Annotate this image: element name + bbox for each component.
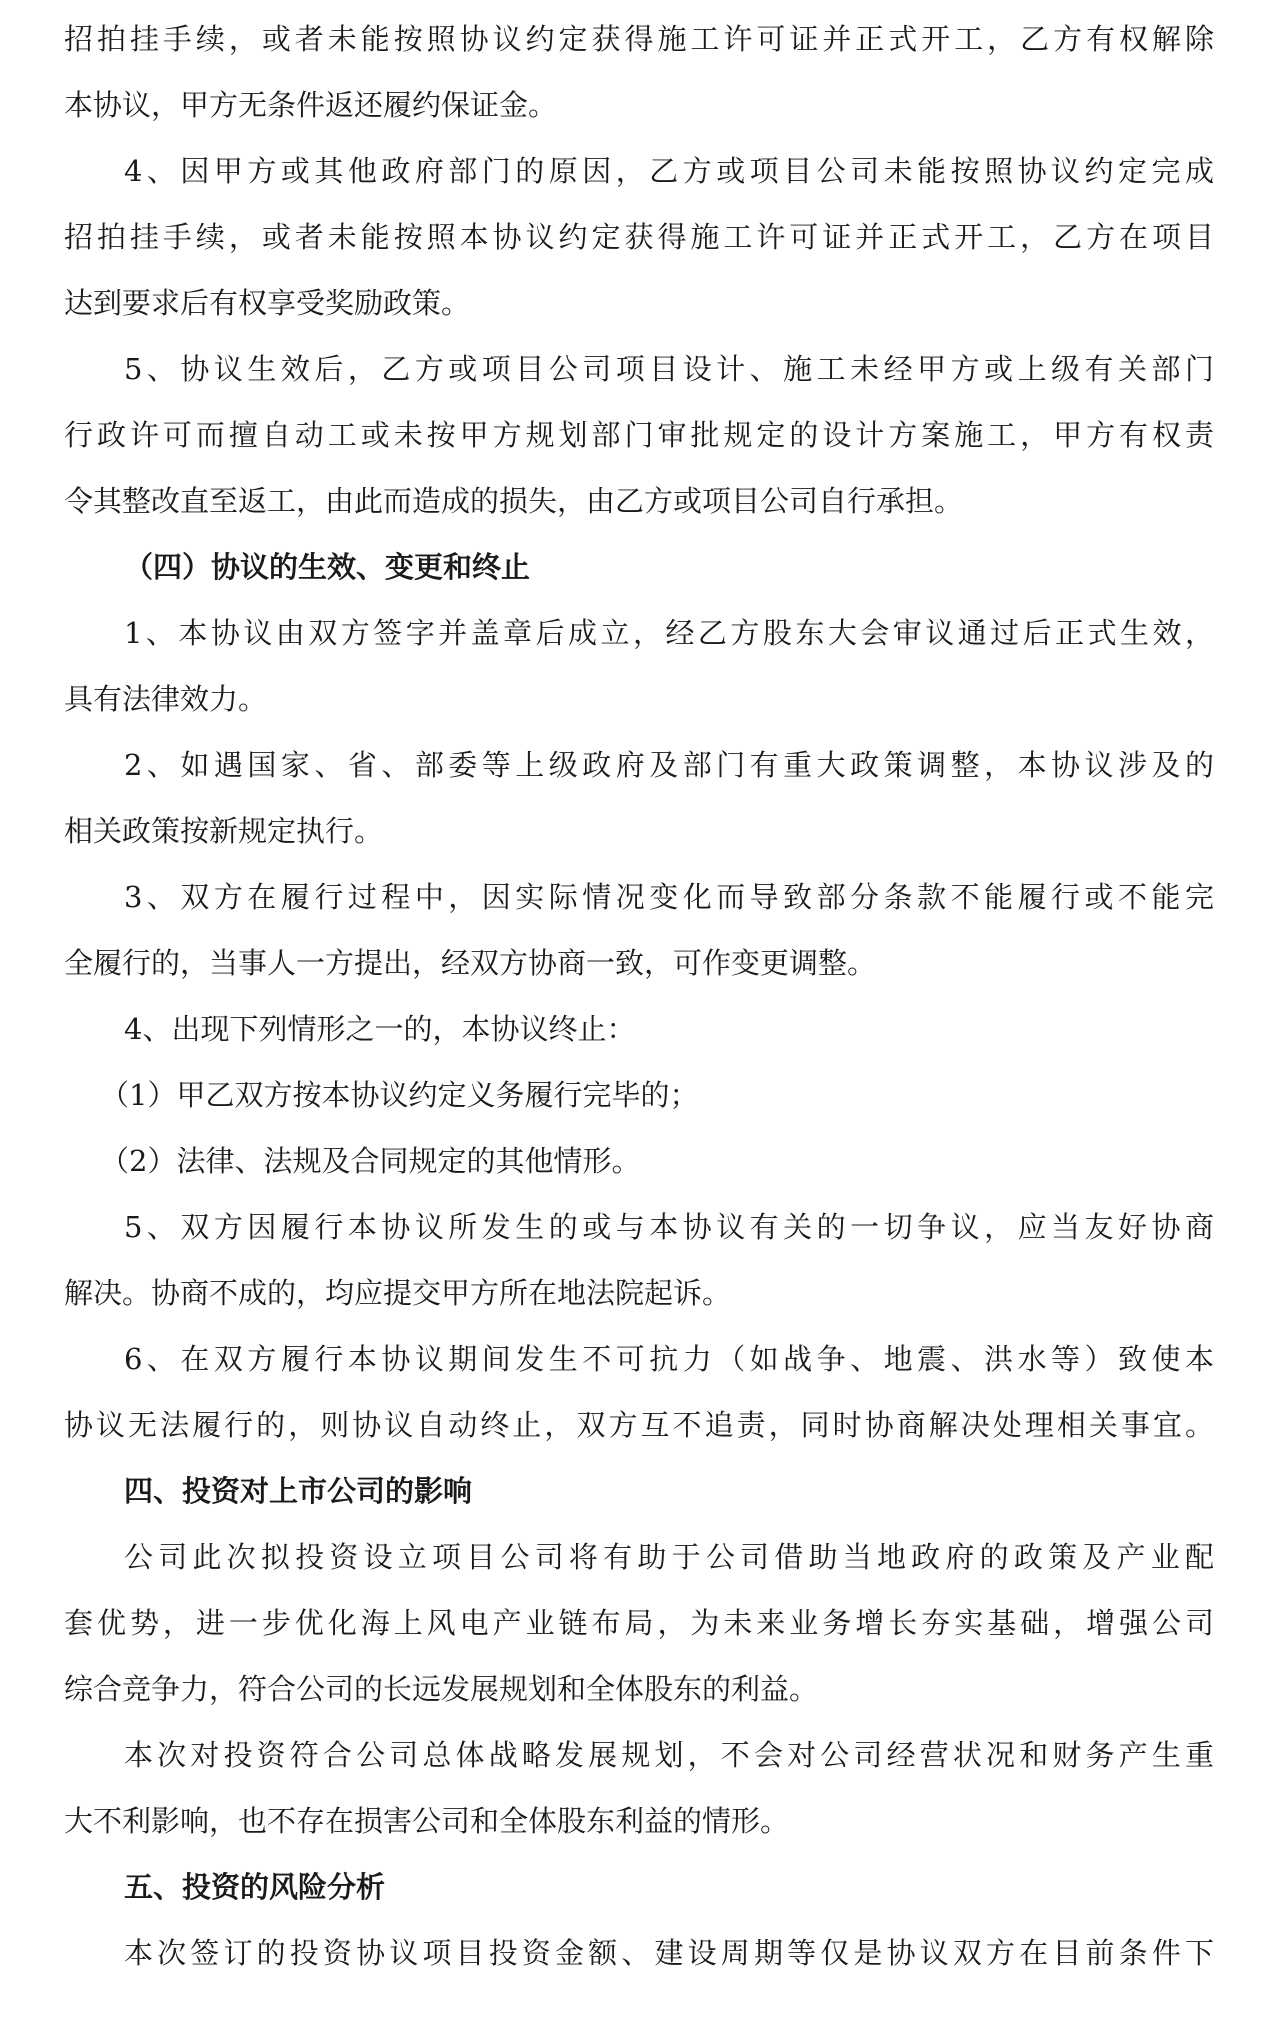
paragraph-line: 令其整改直至返工，由此而造成的损失，由乙方或项目公司自行承担。 [64, 484, 964, 518]
paragraph-line: 综合竞争力，符合公司的长远发展规划和全体股东的利益。 [64, 1672, 819, 1706]
paragraph-line: 达到要求后有权享受奖励政策。 [64, 286, 471, 320]
paragraph-line: 1、本协议由双方签字并盖章后成立，经乙方股东大会审议通过后正式生效， [124, 616, 1214, 650]
paragraph-line: 5、协议生效后，乙方或项目公司项目设计、施工未经甲方或上级有关部门 [124, 352, 1214, 386]
paragraph-line: 公司此次拟投资设立项目公司将有助于公司借助当地政府的政策及产业配 [124, 1540, 1214, 1574]
section-heading: （四）协议的生效、变更和终止 [124, 550, 531, 584]
paragraph-line: 本协议，甲方无条件返还履约保证金。 [64, 88, 558, 122]
paragraph-line: 6、在双方履行本协议期间发生不可抗力（如战争、地震、洪水等）致使本 [124, 1342, 1214, 1376]
paragraph-line: 3、双方在履行过程中，因实际情况变化而导致部分条款不能履行或不能完 [124, 880, 1214, 914]
paragraph-line: 4、因甲方或其他政府部门的原因，乙方或项目公司未能按照协议约定完成 [124, 154, 1214, 188]
paragraph-line: 大不利影响，也不存在损害公司和全体股东利益的情形。 [64, 1804, 790, 1838]
paragraph-line: 解决。协商不成的，均应提交甲方所在地法院起诉。 [64, 1276, 732, 1310]
paragraph-line: 具有法律效力。 [64, 682, 268, 716]
paragraph-line: 套优势，进一步优化海上风电产业链布局，为未来业务增长夯实基础，增强公司 [64, 1606, 1214, 1640]
paragraph-line: 本次签订的投资协议项目投资金额、建设周期等仅是协议双方在目前条件下 [124, 1936, 1214, 1970]
paragraph-line: 招拍挂手续，或者未能按照本协议约定获得施工许可证并正式开工，乙方在项目 [64, 220, 1214, 254]
paragraph-line: 5、双方因履行本协议所发生的或与本协议有关的一切争议，应当友好协商 [124, 1210, 1214, 1244]
paragraph-line: 2、如遇国家、省、部委等上级政府及部门有重大政策调整，本协议涉及的 [124, 748, 1214, 782]
paragraph-line: 招拍挂手续，或者未能按照协议约定获得施工许可证并正式开工，乙方有权解除 [64, 22, 1214, 56]
paragraph-line: 全履行的，当事人一方提出，经双方协商一致，可作变更调整。 [64, 946, 877, 980]
paragraph-line: 相关政策按新规定执行。 [64, 814, 384, 848]
list-item: （2）法律、法规及合同规定的其他情形。 [100, 1144, 641, 1178]
list-item: （1）甲乙双方按本协议约定义务履行完毕的； [100, 1078, 699, 1112]
paragraph-line: 本次对投资符合公司总体战略发展规划，不会对公司经营状况和财务产生重 [124, 1738, 1214, 1772]
section-heading: 四、投资对上市公司的影响 [124, 1474, 473, 1508]
paragraph-line: 4、出现下列情形之一的，本协议终止： [124, 1012, 636, 1046]
paragraph-line: 协议无法履行的，则协议自动终止，双方互不追责，同时协商解决处理相关事宜。 [64, 1408, 1214, 1442]
paragraph-line: 行政许可而擅自动工或未按甲方规划部门审批规定的设计方案施工，甲方有权责 [64, 418, 1214, 452]
section-heading: 五、投资的风险分析 [124, 1870, 386, 1904]
